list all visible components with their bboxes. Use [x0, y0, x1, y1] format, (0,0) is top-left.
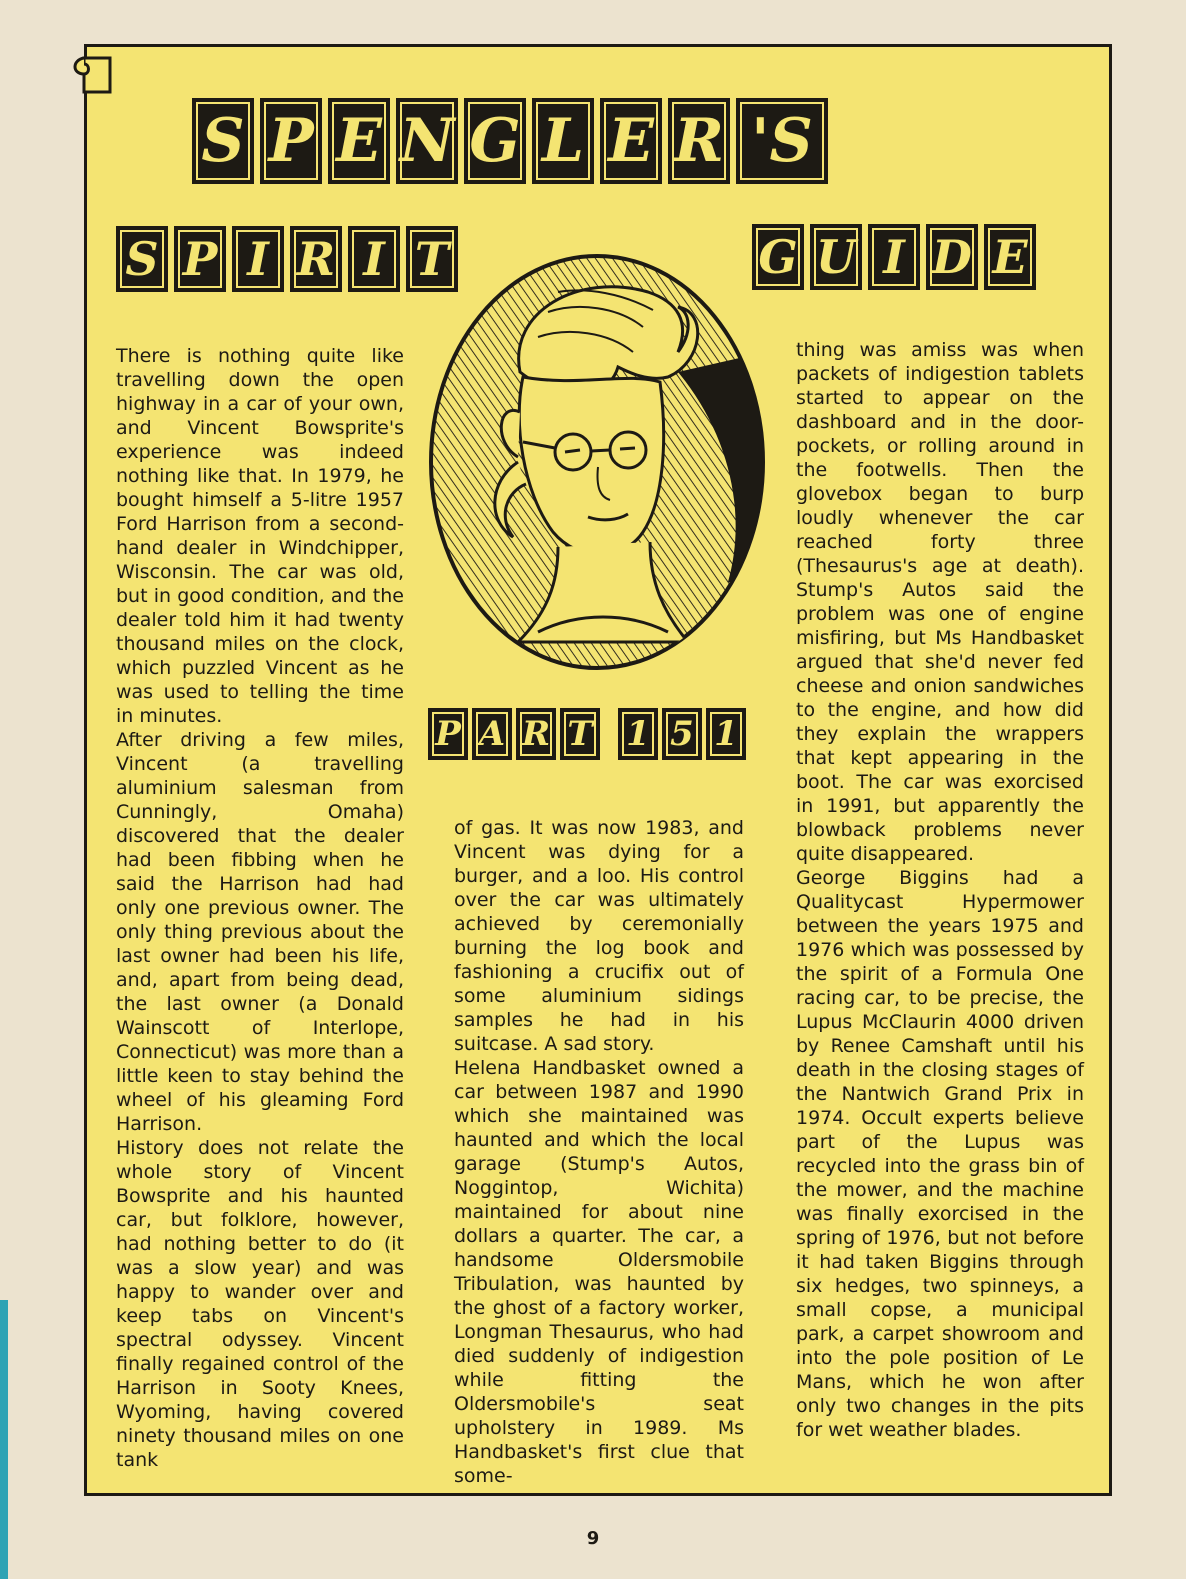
title-letter: S: [116, 226, 168, 292]
article-column-1: [116, 344, 404, 1472]
title-part-number: [428, 708, 746, 760]
part-digit: 1: [706, 708, 746, 760]
title-spirit: [116, 226, 458, 292]
part-letter: A: [472, 708, 512, 760]
title-letter: N: [396, 98, 458, 184]
paragraph: thing was amiss was when packets of indigestion tablets started to appear on the dashboard and in the door-pockets, or rolling around in the footwells. Then the glovebox began to burp loudly whenever the car reached forty three (Thesaurus's age at death). Stump's Autos said the problem was one of engine misfiring, but Ms Handbasket argued that she'd never fed cheese and onion sandwiches to the engine, and how did they explain the wrappers that kept appearing in the boot. The car was exorcised in 1991, but apparently the blowback problems never quite disappeared.: [796, 339, 1084, 865]
article-column-3: [796, 338, 1084, 1442]
title-letter: G: [752, 224, 804, 290]
title-letter: L: [532, 98, 594, 184]
title-letter: R: [668, 98, 730, 184]
title-letter: E: [984, 224, 1036, 290]
title-letter: S: [192, 98, 254, 184]
paragraph: After driving a few miles, Vincent (a travelling aluminium salesman from Cunningly, Omaha) discovered that the dealer had been fibbing when he said the Harrison had had only one previous owner. The only thing previous about the last owner had been his life, and, apart from being dead, the last owner (a Donald Wainscott of Interlope, Connecticut) was more than a little keen to stay behind the wheel of his gleaming Ford Harrison.: [116, 729, 404, 1135]
title-letter: I: [868, 224, 920, 290]
portrait-illustration: [428, 252, 766, 672]
title-letter: T: [406, 226, 458, 292]
title-letter: P: [174, 226, 226, 292]
title-letter: D: [926, 224, 978, 290]
paragraph: George Biggins had a Qualitycast Hypermower between the years 1975 and 1976 which was possessed by the spirit of a Formula One racing car, to be precise, the Lupus McClaurin 4000 driven by Renee Camshaft until his death in the closing stages of the Nantwich Grand Prix in 1974. Occult experts believe part of the Lupus was recycled into the grass bin of the mower, and the machine was finally exorcised in the spring of 1976, but not before it had taken Biggins through six hedges, two spinneys, a small copse, a municipal park, a carpet showroom and into the pole position of Le Mans, which he won after only two changes in the pits for wet weather blades.: [796, 867, 1084, 1441]
title-letter: R: [290, 226, 342, 292]
part-letter: T: [560, 708, 600, 760]
page-number: 9: [586, 1528, 600, 1549]
paragraph: History does not relate the whole story of Vincent Bowsprite and his haunted car, but folklore, however, had nothing better to do (it was a slow year) and was happy to wander over and keep tabs on Vincent's spectral odyssey. Vincent finally regained control of the Harrison in Sooty Knees, Wyoming, having covered ninety thousand miles on one tank: [116, 1137, 404, 1471]
part-letter: R: [516, 708, 556, 760]
article-column-2: [454, 816, 744, 1488]
title-letter: P: [260, 98, 322, 184]
part-letter: P: [428, 708, 468, 760]
title-letter: E: [600, 98, 662, 184]
paragraph: of gas. It was now 1983, and Vincent was dying for a burger, and a loo. His control over the car was ultimately achieved by ceremonially burning the log book and fashioning a crucifix out of some aluminium sidings samples he had in his suitcase. A sad story.: [454, 817, 744, 1055]
title-spenglers: [192, 98, 828, 184]
paragraph: Helena Handbasket owned a car between 1987 and 1990 which she maintained was haunted and which the local garage (Stump's Autos, Noggintop, Wichita) maintained for about nine dollars a quarter. The car, a handsome Oldersmobile Tribulation, was haunted by the ghost of a factory worker, Longman Thesaurus, who had died suddenly of indigestion while fitting the Oldersmobile's seat upholstery in 1989. Ms Handbasket's first clue that some-: [454, 1057, 744, 1487]
title-letter: G: [464, 98, 526, 184]
paragraph: There is nothing quite like travelling down the open highway in a car of your own, and Vincent Bowsprite's experience was indeed nothing like that. In 1979, he bought himself a 5-litre 1957 Ford Harrison from a second-hand dealer in Windchipper, Wisconsin. The car was old, but in good condition, and the dealer told him it had twenty thousand miles on the clock, which puzzled Vincent as he was used to telling the time in minutes.: [116, 345, 404, 727]
part-digit: 5: [662, 708, 702, 760]
scroll-curl-decoration: [70, 52, 114, 96]
title-letter: I: [232, 226, 284, 292]
title-letter: 'S: [736, 98, 828, 184]
part-digit: 1: [618, 708, 658, 760]
title-letter: U: [810, 224, 862, 290]
title-guide: [752, 224, 1036, 290]
title-letter: E: [328, 98, 390, 184]
title-letter: I: [348, 226, 400, 292]
